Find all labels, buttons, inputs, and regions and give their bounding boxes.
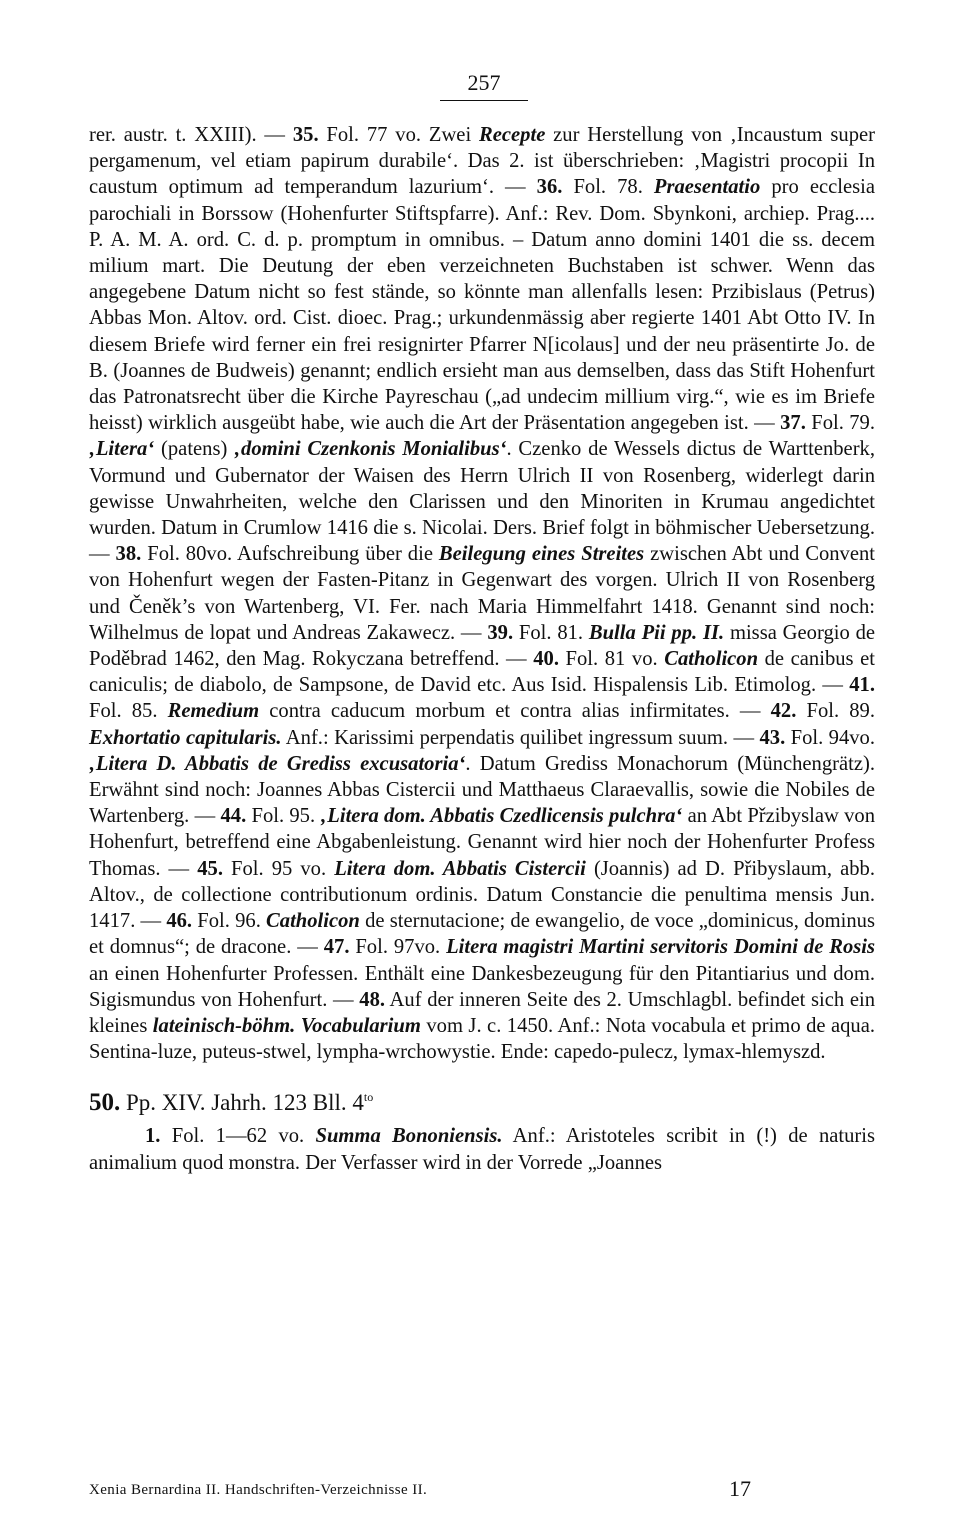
text-run: . Datum Grediss Monachorum (Münchengrätz). Erwähnt sind noch: Joannes Abbas Cistercii und Matthaeus Claraevallis, sowie die Nobiles de Wartenberg. — xyxy=(89,752,875,828)
text-run: 40. xyxy=(533,648,559,671)
text-run: ‚domini Czenkonis Monialibus‘ xyxy=(234,438,507,461)
text-run: contra caducum morbum et contra alias infirmitates. — xyxy=(259,700,771,723)
text-run: Fol. 81. xyxy=(513,621,589,644)
text-run: Anf.: Aristoteles scribit in (!) de naturis animalium quod monstra. Der Verfasser wird in der Vorrede „Joannes xyxy=(89,1125,875,1174)
text-run: Fol. 97vo. xyxy=(349,936,447,959)
text-run: Anf.: Karissimi perpendatis quilibet ingressum suum. — xyxy=(281,726,760,749)
text-run: Litera dom. Abbatis Cistercii xyxy=(334,857,586,880)
text-run: Fol. 89. xyxy=(796,700,875,723)
text-run: Fol. 94vo. xyxy=(785,726,875,749)
text-run: Exhortatio capitularis. xyxy=(89,726,282,749)
text-run: ‚Litera D. Abbatis de Grediss excusatoria‘ xyxy=(89,752,466,775)
text-run: Beilegung eines Streites xyxy=(438,543,645,566)
text-run: 37. xyxy=(780,412,806,435)
text-run: Catholicon xyxy=(266,910,360,933)
text-run: 48. xyxy=(359,988,386,1011)
text-run: de canibus et caniculis; de diabolo, de Sampsone, de David etc. Aus Isid. Hispalensis Lib. Etimolog. — xyxy=(89,648,875,697)
text-run: pro ecclesia parochiali in Borssow (Hohenfurter Stiftspfarre). Anf.: Rev. Dom. Sbynkoni, archiep. Prag.... P. A. M. A. ord. C. d. p. promptum in omnibus. – Datum anno domini 1401 die ss. decem milium mart. Die Deutung der eben verzeichneten Buchstaben ist schwer. Wenn das angegebene Datum nicht so fest stände, so könnte man allenfalls lesen: Przibislaus (Petrus) Abbas Mon. Altov. ord. Cist. dioec. Prag.; urkundenmässig aber regierte 1401 Abt Otto IV. In diesem Briefe wird ferner ein frei resignirter Pfarrer N[icolaus] und der neu präsentirte Jo. de B. (Joannes de Budweis) genannt; endlich ersieht man aus demselben, dass das Stift Hohenfurt das Patronatsrecht über die Kirche Payreschau („ad undecim millium virg.“, wie es im Briefe heisst) wirklich ausgeübt habe, wie auch die Art der Präsentation angegeben ist. — xyxy=(89,176,875,435)
text-run: Fol. 1—62 vo. xyxy=(160,1125,316,1148)
footer-series-title: Xenia Bernardina II. Handschriften-Verzeichnisse II. xyxy=(89,1482,428,1498)
text-run: 39. xyxy=(487,621,514,644)
page-number-rule xyxy=(440,100,528,101)
format-superscript: to xyxy=(363,1090,374,1105)
text-run: Summa Bononiensis. xyxy=(315,1125,503,1148)
text-run: Fol. 78. xyxy=(562,176,654,199)
text-run: 43. xyxy=(759,726,786,749)
text-run: an Abt Přzibyslaw von Hohenfurt, betreffend eine Abgabenleistung. Genannt wird hier noch der Hohenfurter Profess Thomas. — xyxy=(89,805,875,880)
footer-signature-number: 17 xyxy=(729,1476,751,1501)
text-run: Recepte xyxy=(479,124,546,146)
text-run: rer. austr. t. XXIII). — xyxy=(89,124,293,146)
text-run: Catholicon xyxy=(664,648,759,671)
main-text xyxy=(89,122,875,1176)
text-run: Fol. 95 vo. xyxy=(222,857,335,880)
text-run: Fol. 95. xyxy=(246,805,321,828)
text-run: Fol. 77 vo. Zwei xyxy=(318,124,480,146)
text-run: 35. xyxy=(292,124,319,146)
text-run: ‚Litera‘ xyxy=(89,438,155,461)
text-run: vom J. c. 1450. Anf.: Nota vocabula et primo de aqua. Sentina-luze, puteus-stwel, lympha-wrchowystie. Ende: capedo-pulecz, lymax-hlemyszd. xyxy=(89,1014,875,1064)
text-run: Remedium xyxy=(167,700,260,723)
text-run: de sternutacione; de ewangelio, de voce „dominicus, dominus et domnus“; de dracone. — xyxy=(89,910,875,959)
page-number: 257 xyxy=(467,70,501,95)
text-run: (patens) xyxy=(154,438,235,461)
text-run: an einen Hohenfurter Professen. Enthält eine Dankesbezeugung für den Pitantiarius und dom. Sigismundus von Hohenfurt. — xyxy=(89,962,875,1011)
paragraph-manuscript-49-entries xyxy=(89,122,875,1065)
text-run: Fol. 96. xyxy=(192,910,267,933)
text-run: Fol. 79. xyxy=(805,412,875,435)
text-run: (Joannis) ad D. Přibyslaum, abb. Altov., de collectione contributionum ordinis. Datum Constancie die penultima mensis Jun. 1417. — xyxy=(89,857,875,933)
text-run: 45. xyxy=(197,857,223,880)
text-run: 47. xyxy=(323,936,350,959)
section-heading-text: Pp. XIV. Jahrh. 123 Bll. 4 xyxy=(120,1090,364,1116)
text-run: Auf der inneren Seite des 2. Umschlagbl. befindet sich ein kleines xyxy=(89,988,876,1037)
text-run: ‚Litera dom. Abbatis Czedlicensis pulchra‘ xyxy=(320,805,683,828)
section-heading-manuscript-50 xyxy=(89,1083,875,1117)
text-run: Fol. 81 vo. xyxy=(558,648,665,671)
text-run: Fol. 80vo. Aufschreibung über die xyxy=(141,543,439,566)
paragraph-manuscript-50-entry xyxy=(89,1123,875,1175)
text-run: 44. xyxy=(220,805,247,828)
text-run: 42. xyxy=(770,700,797,723)
text-run: 36. xyxy=(536,176,563,199)
page-footer xyxy=(89,1476,875,1504)
text-run: . Czenko de Wessels dictus de Warttenberk, Vormund und Gubernator der Waisen des Herrn Ulrich II von Rosenberg, widerlegt darin gewisse Unwahrheiten, welche den Clarissen und den Minoriten in Krumau angedichtet wurden. Datum in Crumlow 1416 die s. Nicolai. Ders. Brief folgt in böhmischer Uebersetzung. — xyxy=(89,438,875,566)
text-run: missa Georgio de Poděbrad 1462, den Mag. Rokyczana betreffend. — xyxy=(89,621,876,671)
text-run: 41. xyxy=(849,674,875,697)
text-run: Litera magistri Martini servitoris Domini de Rosis xyxy=(446,936,875,959)
section-number: 50. xyxy=(89,1089,121,1117)
text-run: Praesentatio xyxy=(653,176,761,199)
text-run: Fol. 85. xyxy=(89,700,168,723)
text-run: 46. xyxy=(166,910,193,933)
text-run: Bulla Pii pp. II. xyxy=(588,621,725,644)
text-run: 1. xyxy=(145,1125,161,1148)
text-run: 38. xyxy=(115,543,142,566)
text-run: lateinisch-böhm. Vocabularium xyxy=(152,1014,421,1037)
text-run: zwischen Abt und Convent von Hohenfurt wegen der Fasten-Pitanz in Gegenwart des vorgen. Ulrich II von Rosenberg und Čeněk’s von Wartenberg, VI. Fer. nach Maria Himmelfahrt 1418. Genannt sind noch: Wilhelmus de lopat und Andreas Zakawecz. — xyxy=(89,543,875,644)
text-run: zur Herstellung von ‚Incaustum super pergamenum, vel etiam papirum durabile‘. Das 2. ist überschrieben: ‚Magistri procopii In caustum optimum ad temperandum lazurium‘. — xyxy=(89,124,875,199)
